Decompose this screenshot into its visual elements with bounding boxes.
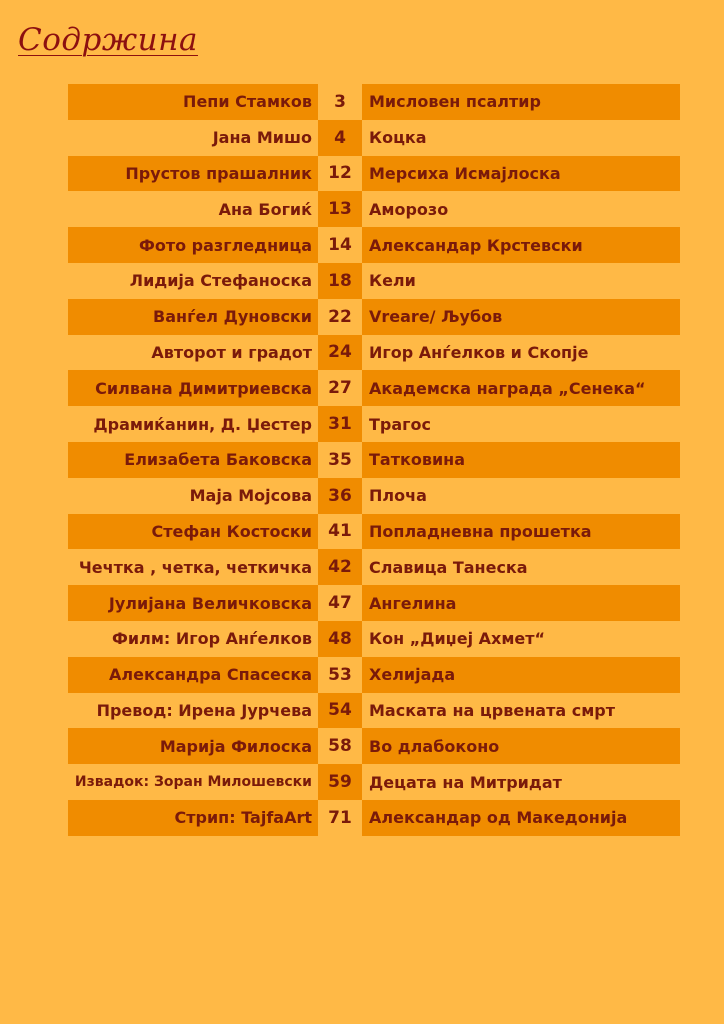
- toc-page-number: 42: [318, 549, 362, 585]
- toc-row: [68, 693, 680, 729]
- toc-row: [68, 478, 680, 514]
- toc-row: [68, 800, 680, 836]
- toc-row: [68, 514, 680, 550]
- toc-author: Фото разгледница: [68, 227, 318, 263]
- toc-author: Силвана Димитриевска: [68, 370, 318, 406]
- toc-page-number: 47: [318, 585, 362, 621]
- toc-title: Трагос: [362, 406, 680, 442]
- toc-row: [68, 621, 680, 657]
- toc-row: [68, 120, 680, 156]
- toc-page-number: 36: [318, 478, 362, 514]
- toc-title: Мерсиха Исмајлоска: [362, 156, 680, 192]
- toc-page-number: 48: [318, 621, 362, 657]
- toc-author: Авторот и градот: [68, 335, 318, 371]
- toc-page-number: 53: [318, 657, 362, 693]
- toc-page-number: 18: [318, 263, 362, 299]
- toc-title: Кели: [362, 263, 680, 299]
- toc-title: Славица Танеска: [362, 549, 680, 585]
- toc-page-number: 13: [318, 191, 362, 227]
- toc-title: Александар Крстевски: [362, 227, 680, 263]
- toc-title: Vreare/ Љубов: [362, 299, 680, 335]
- toc-title: Мисловен псалтир: [362, 84, 680, 120]
- toc-page-number: 27: [318, 370, 362, 406]
- toc-author: Пепи Стамков: [68, 84, 318, 120]
- page-title: Содржина: [18, 22, 198, 58]
- toc-title: Хелијада: [362, 657, 680, 693]
- toc-row: [68, 263, 680, 299]
- toc-author: Филм: Игор Анѓелков: [68, 621, 318, 657]
- toc-row: [68, 335, 680, 371]
- toc-title: Плоча: [362, 478, 680, 514]
- toc-author: Ана Богиќ: [68, 191, 318, 227]
- toc-row: [68, 657, 680, 693]
- toc-row: [68, 191, 680, 227]
- toc-title: Во длабоконо: [362, 728, 680, 764]
- toc-author: Стефан Костоски: [68, 514, 318, 550]
- toc-page-number: 24: [318, 335, 362, 371]
- toc-title: Маската на црвената смрт: [362, 693, 680, 729]
- toc-title: Ангелина: [362, 585, 680, 621]
- toc-row: [68, 764, 680, 800]
- toc-row: [68, 84, 680, 120]
- toc-page-number: 3: [318, 84, 362, 120]
- toc-row: [68, 585, 680, 621]
- toc-page-number: 12: [318, 156, 362, 192]
- toc-author: Јана Мишо: [68, 120, 318, 156]
- toc-author: Ванѓел Дуновски: [68, 299, 318, 335]
- toc-page-number: 14: [318, 227, 362, 263]
- toc-author: Прустов прашалник: [68, 156, 318, 192]
- table-of-contents: [68, 84, 680, 836]
- toc-title: Игор Анѓелков и Скопје: [362, 335, 680, 371]
- toc-row: [68, 227, 680, 263]
- toc-page-number: 35: [318, 442, 362, 478]
- toc-author: Чечтка , четка, четкичка: [68, 549, 318, 585]
- toc-author: Јулијана Величковска: [68, 585, 318, 621]
- toc-row: [68, 370, 680, 406]
- toc-author: Елизабета Баковска: [68, 442, 318, 478]
- toc-author: Извадок: Зоран Милошевски: [68, 764, 318, 800]
- toc-row: [68, 728, 680, 764]
- toc-page-number: 59: [318, 764, 362, 800]
- toc-row: [68, 442, 680, 478]
- toc-author: Драмиќанин, Д. Џестер: [68, 406, 318, 442]
- toc-page-number: 31: [318, 406, 362, 442]
- toc-author: Превод: Ирена Јурчева: [68, 693, 318, 729]
- toc-title: Татковина: [362, 442, 680, 478]
- toc-page-number: 22: [318, 299, 362, 335]
- toc-page-number: 4: [318, 120, 362, 156]
- toc-author: Маја Мојсова: [68, 478, 318, 514]
- toc-title: Аморозо: [362, 191, 680, 227]
- toc-row: [68, 299, 680, 335]
- toc-author: Стрип: TajfaArt: [68, 800, 318, 836]
- toc-title: Коцка: [362, 120, 680, 156]
- toc-title: Академска награда „Сенека“: [362, 370, 680, 406]
- toc-author: Марија Филоска: [68, 728, 318, 764]
- toc-title: Кон „Диџеј Ахмет“: [362, 621, 680, 657]
- toc-row: [68, 156, 680, 192]
- toc-title: Попладневна прошетка: [362, 514, 680, 550]
- toc-row: [68, 406, 680, 442]
- toc-title: Александар од Македонија: [362, 800, 680, 836]
- toc-page-number: 58: [318, 728, 362, 764]
- toc-title: Децата на Митридат: [362, 764, 680, 800]
- toc-page-number: 71: [318, 800, 362, 836]
- toc-page-number: 41: [318, 514, 362, 550]
- toc-page-number: 54: [318, 693, 362, 729]
- toc-row: [68, 549, 680, 585]
- toc-author: Лидија Стефаноска: [68, 263, 318, 299]
- toc-author: Александра Спасеска: [68, 657, 318, 693]
